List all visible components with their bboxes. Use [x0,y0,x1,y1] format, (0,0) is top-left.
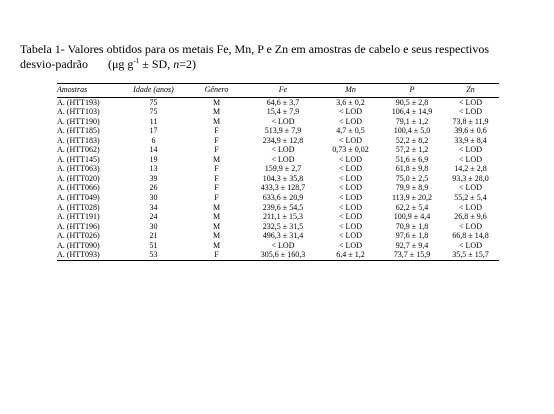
cell-amostra: A. (HTT196) [57,221,100,231]
cell-fe: 513,9 ± 7,9 [264,126,302,136]
cell-idade: 75 [149,97,158,107]
cell-fe: 211,1 ± 15,3 [262,212,304,222]
cell-mn: < LOD [339,107,362,117]
cell-idade: 75 [149,107,158,117]
cell-mn: < LOD [339,164,362,174]
caption-units-exponent: -1 [133,57,140,65]
cell-p: 75,0 ± 2,5 [395,173,429,183]
cell-idade: 53 [121,250,186,260]
cell-genero: F [214,135,219,145]
cell-amostra: A. (HTT026) [57,231,100,241]
cell-fe: 305,6 ± 160,3 [247,250,319,260]
cell-zn: < LOD [459,107,482,117]
cell-p: 90,5 ± 2,8 [395,97,429,107]
cell-amostra: A. (HTT183) [57,135,100,145]
cell-mn: < LOD [339,116,362,126]
cell-amostra: A. (HTT049) [57,193,100,203]
cell-fe: < LOD [271,154,295,164]
cell-zn: 39,6 ± 0,6 [454,126,487,136]
metals-table [57,83,499,261]
cell-amostra: A. (HTT190) [57,116,100,126]
table-row [57,97,499,107]
cell-mn: < LOD [339,221,362,231]
cell-amostra: A. (HTT185) [57,126,100,136]
col-header-amostras: Amostras [57,84,121,98]
cell-mn: 4,7 ± 0,5 [336,126,365,136]
table-body [57,97,499,260]
cell-zn: < LOD [459,154,482,164]
table-row [57,222,499,232]
cell-idade: 14 [149,145,158,155]
cell-fe: 159,9 ± 2,7 [264,164,302,174]
caption-n-symbol: n [173,57,180,71]
cell-mn: 6,4 ± 1,2 [319,250,382,260]
cell-genero: F [214,173,219,183]
table-row [57,241,499,251]
cell-genero: M [212,221,221,231]
caption-line-2-label: desvio-padrão [20,57,88,71]
cell-p: 57,2 ± 1,2 [395,145,429,155]
cell-amostra: A. (HTT103) [57,107,100,117]
table-row [57,203,499,213]
col-header-idade: Idade (anos) [121,84,186,98]
table-row [57,107,499,117]
cell-zn: < LOD [459,240,482,250]
cell-zn: 66,8 ± 14,8 [452,231,489,241]
cell-amostra: A. (HTT090) [57,240,100,250]
cell-p: 100,9 ± 4,4 [393,212,431,222]
cell-amostra: A. (HTT063) [57,164,100,174]
cell-amostra: A. (HTT193) [57,97,100,107]
cell-p: 73,7 ± 15,9 [382,250,442,260]
cell-genero: M [212,231,221,241]
col-header-genero: Gênero [186,84,247,98]
cell-zn: < LOD [459,221,482,231]
cell-genero: F [214,126,219,136]
cell-mn: < LOD [339,202,362,212]
cell-idade: 30 [149,193,158,203]
cell-genero: M [212,154,221,164]
col-header-mn: Mn [319,84,382,98]
cell-p: 61,8 ± 9,8 [395,164,429,174]
cell-genero: M [212,116,221,126]
cell-zn: < LOD [459,145,482,155]
cell-idade: 21 [149,231,158,241]
cell-genero: F [214,164,219,174]
cell-genero: F [214,183,219,193]
cell-mn: < LOD [339,173,362,183]
cell-zn: 73,8 ± 11,9 [452,116,489,126]
cell-zn: 33,9 ± 8,4 [454,135,487,145]
cell-amostra: A. (HTT066) [57,183,100,193]
cell-p: 100,4 ± 5,0 [393,126,431,136]
table-row [57,250,499,260]
cell-idade: 17 [149,126,158,136]
cell-zn: 26,8 ± 9,6 [454,212,487,222]
cell-fe: 496,3 ± 31,4 [262,231,304,241]
cell-fe: 433,3 ± 128,7 [260,183,306,193]
cell-zn: < LOD [459,202,482,212]
cell-genero: F [214,193,219,203]
cell-mn: < LOD [339,135,362,145]
cell-idade: 30 [149,221,158,231]
cell-p: 52,2 ± 8,2 [395,135,429,145]
cell-mn: < LOD [339,240,362,250]
table-row [57,212,499,222]
cell-amostra: A. (HTT191) [57,212,100,222]
cell-fe: 633,6 ± 20,9 [262,193,304,203]
col-header-fe: Fe [247,84,319,98]
cell-genero: F [214,145,219,155]
cell-p: 97,6 ± 1,8 [395,231,429,241]
caption-n-value: =2) [179,57,196,71]
cell-zn: 14,2 ± 2,8 [454,164,487,174]
cell-zn: 35,5 ± 15,7 [442,250,499,260]
cell-mn: 0,73 ± 0,02 [332,145,369,155]
table-row [57,231,499,241]
cell-p: 106,4 ± 14,9 [391,107,433,117]
cell-zn: < LOD [459,97,482,107]
cell-mn: < LOD [339,231,362,241]
cell-fe: 104,3 ± 35,8 [262,173,304,183]
cell-zn: 55,2 ± 5,4 [454,193,487,203]
table-header-row [57,84,499,98]
cell-p: 62,2 ± 5,4 [395,202,429,212]
cell-fe: < LOD [271,145,295,155]
cell-zn: 93,3 ± 28,0 [452,173,489,183]
cell-genero: M [212,202,221,212]
table-row [57,117,499,127]
cell-fe: < LOD [271,116,295,126]
table-row [57,136,499,146]
cell-idade: 39 [149,173,158,183]
cell-idade: 6 [151,135,156,145]
table-row [57,155,499,165]
col-header-zn: Zn [442,84,499,98]
cell-idade: 26 [149,183,158,193]
cell-idade: 24 [149,212,158,222]
cell-p: 113,9 ± 20,2 [391,193,433,203]
cell-genero: M [212,107,221,117]
caption-line-1: Tabela 1- Valores obtidos para os metais Fe, Mn, P e Zn em amostras de cabelo e seus respectivos [20,42,490,56]
cell-mn: < LOD [339,154,362,164]
cell-zn: < LOD [459,183,482,193]
cell-fe: 64,6 ± 3,7 [266,97,300,107]
cell-fe: 234,9 ± 12,8 [262,135,304,145]
caption-units: (μg g [107,57,134,71]
table-row [57,164,499,174]
table-row [57,193,499,203]
cell-genero: M [212,97,221,107]
cell-fe: < LOD [271,240,295,250]
cell-idade: 13 [149,164,158,174]
caption-sd: ± SD, [139,57,174,71]
cell-p: 79,9 ± 8,9 [395,183,429,193]
table-caption [20,42,540,72]
cell-idade: 51 [149,240,158,250]
table-row [57,145,499,155]
cell-mn: < LOD [339,193,362,203]
col-header-p: P [382,84,442,98]
cell-amostra: A. (HTT093) [57,250,121,260]
cell-amostra: A. (HTT145) [57,154,100,164]
cell-p: 92,7 ± 9,4 [395,240,429,250]
cell-fe: 239,6 ± 54,5 [262,202,304,212]
cell-genero: M [212,240,221,250]
cell-fe: 232,5 ± 31,5 [262,221,304,231]
table-row [57,174,499,184]
cell-fe: 15,4 ± 7,9 [266,107,300,117]
cell-idade: 34 [149,202,158,212]
cell-p: 79,1 ± 1,2 [395,116,429,126]
cell-p: 70,9 ± 1,8 [395,221,429,231]
cell-mn: < LOD [339,212,362,222]
table-row [57,126,499,136]
cell-amostra: A. (HTT028) [57,202,100,212]
cell-mn: 3,6 ± 0,2 [336,97,365,107]
caption-line-2 [20,57,540,72]
table-row [57,183,499,193]
cell-genero: M [212,212,221,222]
cell-amostra: A. (HTT020) [57,173,100,183]
cell-genero: F [186,250,247,260]
cell-mn: < LOD [339,183,362,193]
cell-amostra: A. (HTT062) [57,145,100,155]
cell-idade: 19 [149,154,158,164]
cell-p: 51,6 ± 6,9 [395,154,429,164]
cell-idade: 11 [149,116,158,126]
